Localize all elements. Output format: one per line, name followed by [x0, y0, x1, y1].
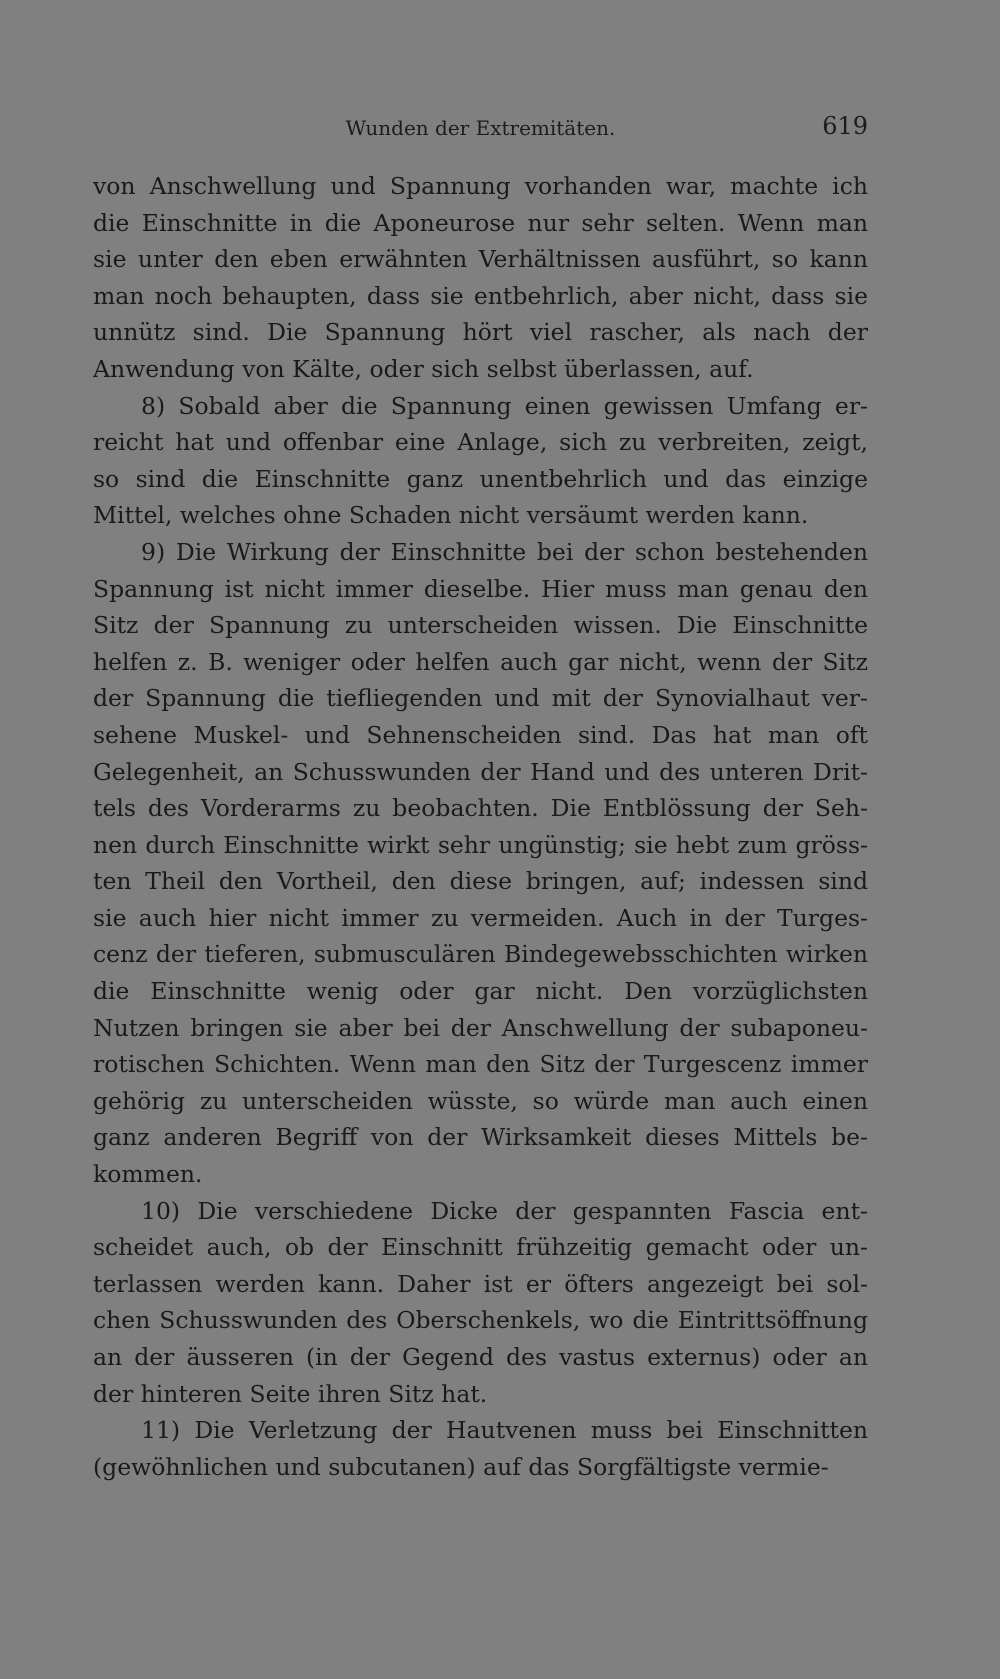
paragraph: [93, 1412, 868, 1485]
text-line: Sitz der Spannung zu unterscheiden wissen. Die Einschnitte: [93, 611, 868, 640]
page-number: 619: [822, 112, 868, 140]
text-line: 8) Sobald aber die Spannung einen gewissen Umfang er-: [141, 391, 868, 420]
text-line: (gewöhnlichen und subcutanen) auf das Sorgfältigste vermie-: [93, 1452, 829, 1481]
page-header: [93, 112, 868, 148]
text-line: 11) Die Verletzung der Hautvenen muss bei Einschnitten: [141, 1416, 868, 1445]
text-line: cenz der tieferen, submusculären Bindegewebsschichten wirken: [93, 940, 868, 969]
text-line: rotischen Schichten. Wenn man den Sitz der Turgescenz immer: [93, 1050, 868, 1079]
text-line: terlassen werden kann. Daher ist er öfters angezeigt bei sol-: [93, 1269, 868, 1298]
text-line: helfen z. B. weniger oder helfen auch gar nicht, wenn der Sitz: [93, 647, 868, 676]
text-line: gehörig zu unterscheiden wüsste, so würde man auch einen: [93, 1086, 868, 1115]
text-line: Anwendung von Kälte, oder sich selbst überlassen, auf.: [93, 354, 754, 383]
paragraph: [93, 1193, 868, 1413]
text-line: reicht hat und offenbar eine Anlage, sich zu verbreiten, zeigt,: [93, 428, 868, 457]
text-line: von Anschwellung und Spannung vorhanden war, machte ich: [93, 172, 868, 200]
text-line: sehene Muskel- und Sehnenscheiden sind. Das hat man oft: [93, 720, 868, 749]
text-line: die Einschnitte in die Aponeurose nur sehr selten. Wenn man: [93, 208, 868, 237]
paragraph: [93, 168, 868, 388]
text-line: an der äusseren (in der Gegend des vastus externus) oder an: [93, 1343, 868, 1371]
text-line: kommen.: [93, 1160, 203, 1189]
text-line: ganz anderen Begriff von der Wirksamkeit dieses Mittels be-: [93, 1123, 868, 1152]
text-line: der Spannung die tiefliegenden und mit der Synovialhaut ver-: [93, 684, 868, 713]
running-head: Wunden der Extremitäten.: [345, 116, 616, 140]
body-text: [93, 168, 868, 1485]
text-line: 10) Die verschiedene Dicke der gespannten Fascia ent-: [141, 1196, 868, 1225]
text-line: tels des Vorderarms zu beobachten. Die Entblössung der Seh-: [93, 794, 868, 823]
text-line: 9) Die Wirkung der Einschnitte bei der schon bestehenden: [141, 537, 868, 566]
text-line: die Einschnitte wenig oder gar nicht. Den vorzüglichsten: [93, 977, 868, 1006]
text-line: der hinteren Seite ihren Sitz hat.: [93, 1379, 488, 1408]
text-line: scheidet auch, ob der Einschnitt frühzeitig gemacht oder un-: [93, 1233, 868, 1262]
text-line: sie unter den eben erwähnten Verhältnissen ausführt, so kann: [93, 245, 868, 274]
text-line: Gelegenheit, an Schusswunden der Hand und des unteren Drit-: [93, 757, 868, 786]
paragraph: [93, 388, 868, 534]
text-line: Nutzen bringen sie aber bei der Anschwellung der subaponeu-: [93, 1013, 868, 1042]
text-line: unnütz sind. Die Spannung hört viel rascher, als nach der: [93, 318, 868, 347]
text-line: ten Theil den Vortheil, den diese bringen, auf; indessen sind: [93, 867, 868, 896]
text-line: man noch behaupten, dass sie entbehrlich, aber nicht, dass sie: [93, 281, 868, 310]
text-line: chen Schusswunden des Oberschenkels, wo die Eintrittsöffnung: [93, 1306, 868, 1335]
text-line: Spannung ist nicht immer dieselbe. Hier muss man genau den: [93, 574, 868, 603]
text-line: sie auch hier nicht immer zu vermeiden. Auch in der Turges-: [93, 903, 868, 932]
text-line: Mittel, welches ohne Schaden nicht versäumt werden kann.: [93, 501, 809, 530]
paragraph: [93, 534, 868, 1193]
text-line: nen durch Einschnitte wirkt sehr ungünstig; sie hebt zum gröss-: [93, 830, 868, 859]
text-line: so sind die Einschnitte ganz unentbehrlich und das einzige: [93, 464, 868, 493]
